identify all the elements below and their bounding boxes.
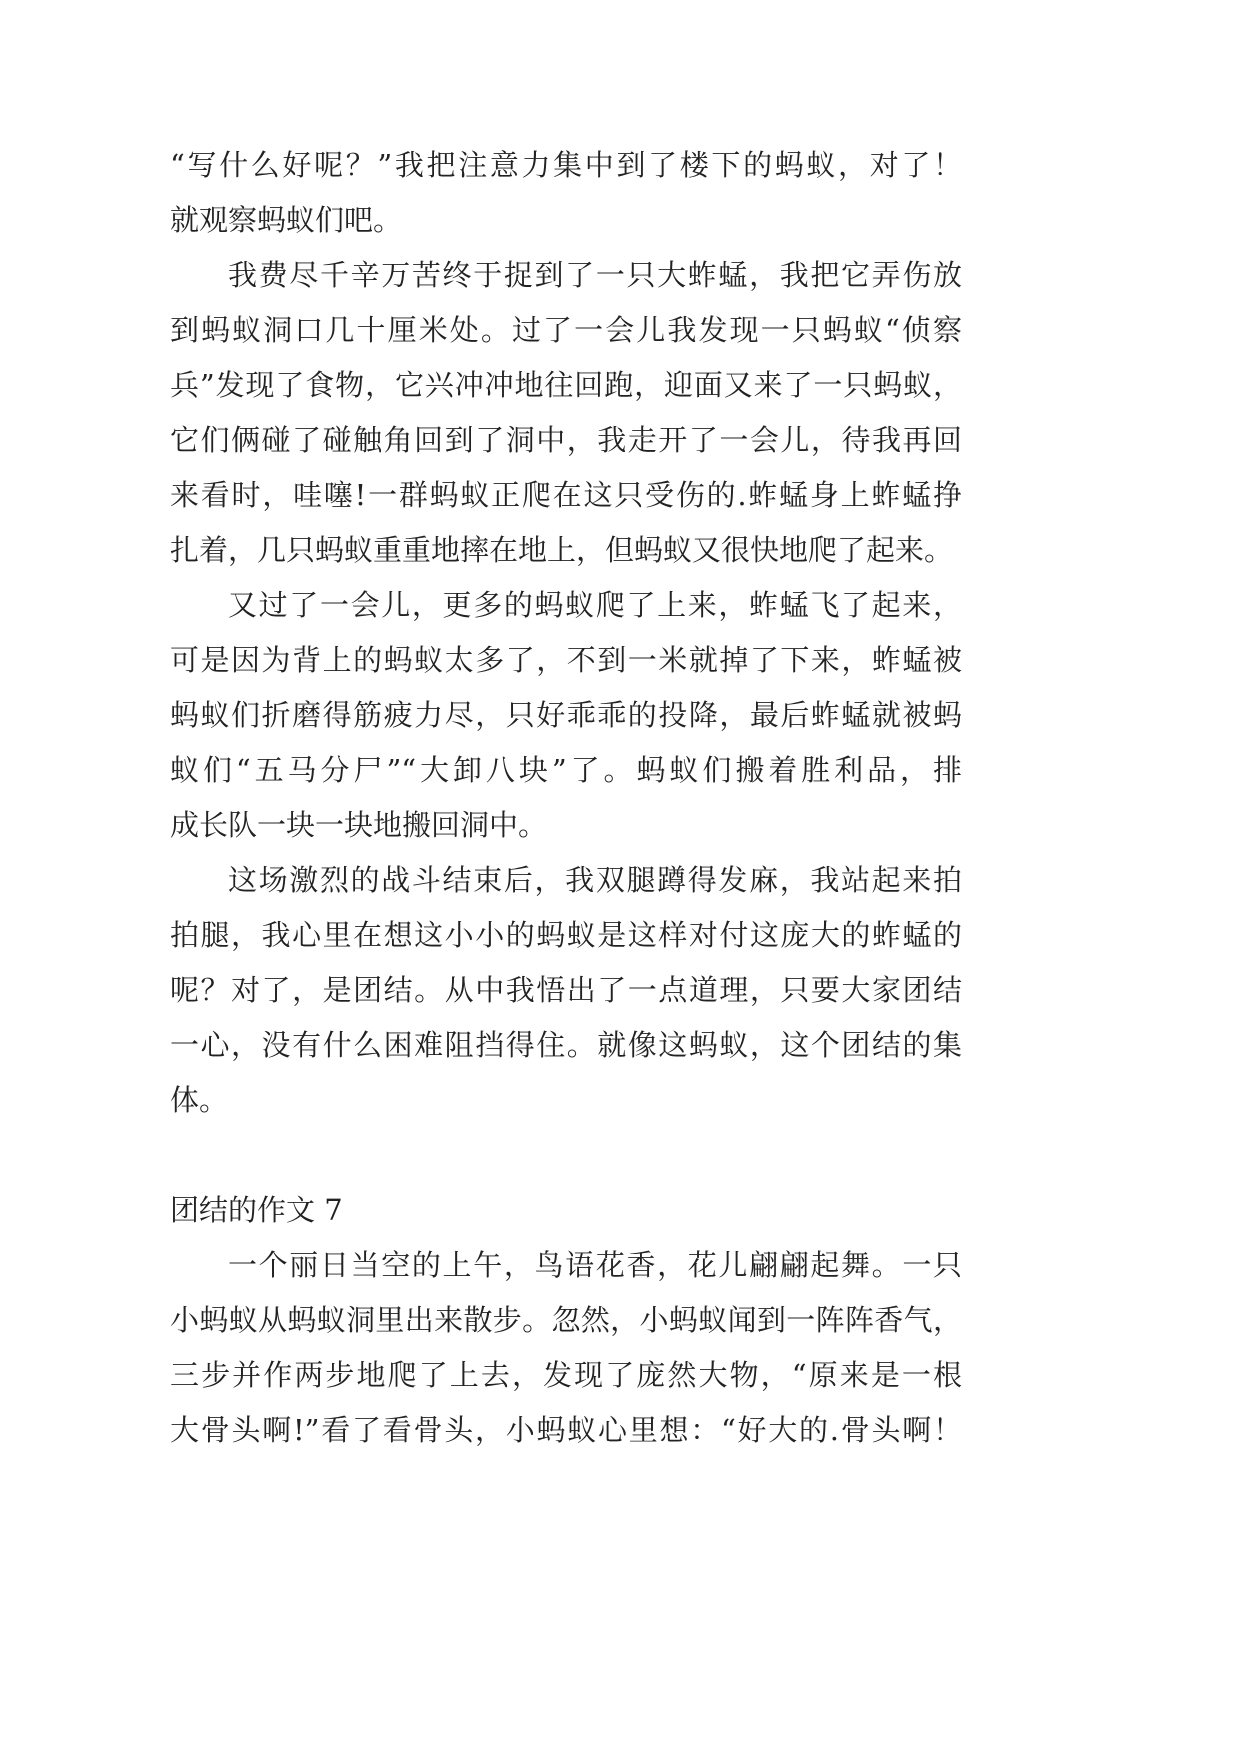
paragraph <box>170 1238 962 1458</box>
text-line: 这场激烈的战斗结束后，我双腿蹲得发麻，我站起来拍 <box>228 863 962 897</box>
text-line: 它们俩碰了碰触角回到了洞中，我走开了一会儿，待我再回 <box>170 423 962 457</box>
text-line: 又过了一会儿，更多的蚂蚁爬了上来，蚱蜢飞了起来， <box>228 588 962 622</box>
paragraph-gap <box>170 1128 962 1183</box>
text-line: “写什么好呢？”我把注意力集中到了楼下的蚂蚁，对了！ <box>170 148 962 182</box>
document-body <box>170 138 962 1458</box>
text-line: 可是因为背上的蚂蚁太多了，不到一米就掉了下来，蚱蜢被 <box>170 643 962 677</box>
text-line: 体。 <box>170 1083 229 1117</box>
text-line: 扎着，几只蚂蚁重重地摔在地上，但蚂蚁又很快地爬了起来。 <box>170 533 954 567</box>
paragraph <box>170 853 962 1128</box>
text-line: 拍腿，我心里在想这小小的蚂蚁是这样对付这庞大的蚱蜢的 <box>170 918 962 952</box>
paragraph <box>170 138 962 248</box>
paragraph <box>170 578 962 853</box>
text-line: 就观察蚂蚁们吧。 <box>170 203 403 237</box>
text-line: 成长队一块一块地搬回洞中。 <box>170 808 548 842</box>
text-line: 来看时，哇噻!一群蚂蚁正爬在这只受伤的.蚱蜢身上蚱蜢挣 <box>170 478 962 512</box>
text-line: 三步并作两步地爬了上去，发现了庞然大物，“原来是一根 <box>170 1358 962 1392</box>
text-line: 小蚂蚁从蚂蚁洞里出来散步。忽然，小蚂蚁闻到一阵阵香气， <box>170 1303 962 1337</box>
text-line: 一个丽日当空的上午，鸟语花香，花儿翩翩起舞。一只 <box>228 1248 962 1282</box>
text-line: 一心，没有什么困难阻挡得住。就像这蚂蚁，这个团结的集 <box>170 1028 962 1062</box>
text-line: 我费尽千辛万苦终于捉到了一只大蚱蜢，我把它弄伤放 <box>228 258 962 292</box>
paragraph <box>170 248 962 578</box>
text-line: 兵”发现了食物，它兴冲冲地往回跑，迎面又来了一只蚂蚁， <box>170 368 962 402</box>
text-line: 大骨头啊!”看了看骨头，小蚂蚁心里想：“好大的.骨头啊！ <box>170 1413 962 1447</box>
text-line: 到蚂蚁洞口几十厘米处。过了一会儿我发现一只蚂蚁“侦察 <box>170 313 962 347</box>
text-line: 呢？对了，是团结。从中我悟出了一点道理，只要大家团结 <box>170 973 962 1007</box>
text-line: 蚂蚁们折磨得筋疲力尽，只好乖乖的投降，最后蚱蜢就被蚂 <box>170 698 962 732</box>
section-heading: 团结的作文 7 <box>170 1193 343 1227</box>
text-line: 蚁们“五马分尸”“大卸八块”了。蚂蚁们搬着胜利品，排 <box>170 753 962 787</box>
